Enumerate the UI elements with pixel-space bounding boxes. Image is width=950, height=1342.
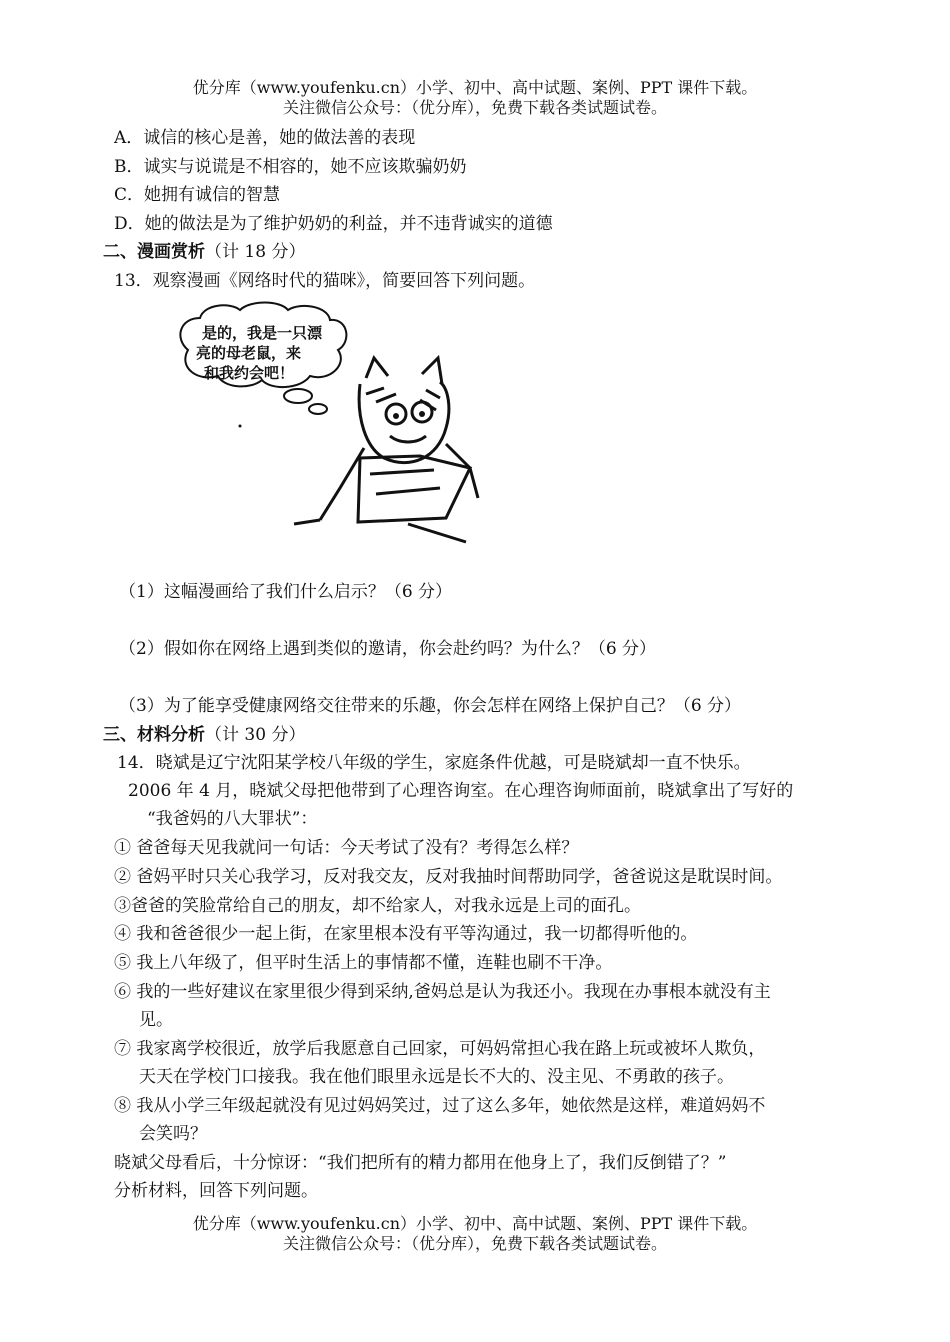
- complaint-item-8-cont: 会笑吗？: [139, 1124, 207, 1144]
- question-13-sub-1: （1）这幅漫画给了我们什么启示？（6 分）: [119, 582, 453, 602]
- complaint-item-1: ① 爸爸每天见我就问一句话：今天考试了没有？考得怎么样？: [114, 838, 579, 858]
- option-d: D．她的做法是为了维护奶奶的利益，并不违背诚实的道德: [114, 214, 553, 234]
- complaint-item-6-cont: 见。: [139, 1010, 173, 1030]
- section-2-score: （计 18 分）: [205, 242, 306, 262]
- section-2-heading: [103, 241, 305, 263]
- question-13-sub-3: （3）为了能享受健康网络交往带来的乐趣，你会怎样在网络上保护自己？（6 分）: [119, 696, 742, 716]
- complaint-item-4: ④ 我和爸爸很少一起上街，在家里根本没有平等沟通过，我一切都得听他的。: [114, 924, 698, 944]
- section-2-title: 二、漫画赏析: [103, 242, 205, 262]
- header-line-2: 关注微信公众号：（优分库），免费下载各类试题试卷。: [282, 98, 667, 117]
- question-14-list-title: “我爸妈的八大罪状”：: [147, 809, 318, 829]
- option-c: C．她拥有诚信的智慧: [114, 185, 281, 205]
- question-14-intro: 14．晓斌是辽宁沈阳某学校八年级的学生，家庭条件优越，可是晓斌却一直不快乐。: [117, 753, 751, 773]
- option-a: A．诚信的核心是善，她的做法善的表现: [114, 128, 416, 148]
- question-14-instruction: 分析材料，回答下列问题。: [114, 1181, 318, 1201]
- cartoon-image: [170, 298, 480, 556]
- section-3-heading: [103, 724, 305, 746]
- section-3-score: （计 30 分）: [205, 725, 306, 745]
- bubble-text-line-3: 和我约会吧！: [204, 364, 295, 382]
- question-14-context: 2006 年 4 月，晓斌父母把他带到了心理咨询室。在心理咨询师面前，晓斌拿出了写好的: [128, 781, 794, 801]
- footer-line-2: 关注微信公众号：（优分库），免费下载各类试题试卷。: [282, 1234, 667, 1253]
- header-line-1: 优分库（www.youfenku.cn）小学、初中、高中试题、案例、PPT 课件下载。: [192, 78, 758, 97]
- option-b: B．诚实与说谎是不相容的，她不应该欺骗奶奶: [114, 157, 467, 177]
- parents-reaction: 晓斌父母看后，十分惊讶：“我们把所有的精力都用在他身上了，我们反倒错了？”: [114, 1153, 727, 1173]
- question-13-stem: 13．观察漫画《网络时代的猫咪》，简要回答下列问题。: [114, 271, 536, 291]
- section-3-title: 三、材料分析: [103, 725, 205, 745]
- complaint-item-6: ⑥ 我的一些好建议在家里很少得到采纳,爸妈总是认为我还小。我现在办事根本就没有主: [114, 982, 771, 1002]
- complaint-item-3: ③爸爸的笑脸常给自己的朋友，却不给家人，对我永远是上司的面孔。: [114, 896, 641, 916]
- question-13-sub-2: （2）假如你在网络上遇到类似的邀请，你会赴约吗？为什么？（6 分）: [119, 639, 657, 659]
- bubble-text-line-1: 是的，我是一只漂: [202, 324, 323, 342]
- complaint-item-7-cont: 天天在学校门口接我。我在他们眼里永远是长不大的、没主见、不勇敢的孩子。: [139, 1067, 734, 1087]
- bubble-text-line-2: 亮的母老鼠，来: [196, 344, 302, 362]
- complaint-item-2: ② 爸妈平时只关心我学习，反对我交友，反对我抽时间帮助同学，爸爸说这是耽误时间。: [114, 867, 783, 887]
- complaint-item-7: ⑦ 我家离学校很近，放学后我愿意自己回家，可妈妈常担心我在路上玩或被坏人欺负，: [114, 1039, 766, 1059]
- complaint-item-5: ⑤ 我上八年级了，但平时生活上的事情都不懂，连鞋也刷不干净。: [114, 953, 613, 973]
- footer-line-1: 优分库（www.youfenku.cn）小学、初中、高中试题、案例、PPT 课件下载。: [192, 1214, 758, 1233]
- complaint-item-8: ⑧ 我从小学三年级起就没有见过妈妈笑过，过了这么多年，她依然是这样，难道妈妈不: [114, 1096, 766, 1116]
